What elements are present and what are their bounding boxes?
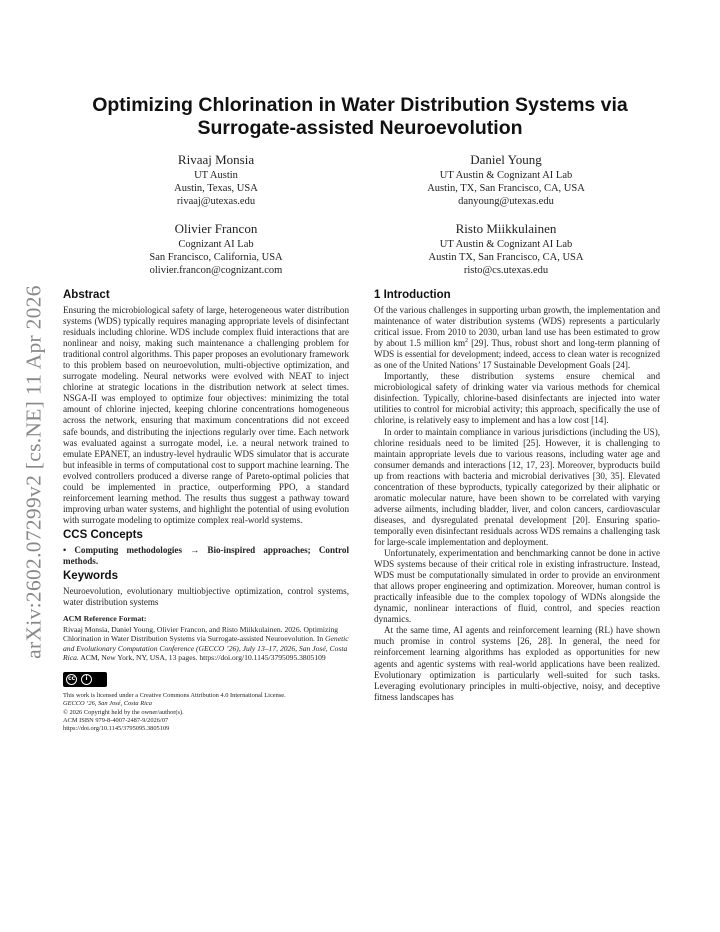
author-name: Daniel Young [470, 152, 542, 167]
author-email: olivier.francon@cognizant.com [149, 265, 283, 276]
keywords-heading: Keywords [63, 570, 118, 583]
author-address: Austin, Texas, USA [174, 183, 258, 194]
intro-paragraph-1 [374, 305, 660, 371]
author-name: Risto Miikkulainen [455, 221, 557, 236]
right-column [374, 288, 660, 703]
author-affiliation: UT Austin & Cognizant AI Lab [439, 170, 573, 181]
cc-icon: cc [66, 674, 77, 685]
intro-paragraph-2: Importantly, these distribution systems ensure chemical and microbiological safety of drinking water via various methods for chemical disinfection. Typically, chlorine-based disinfectants are injected into water utilities to control for microbial activity; this approach, specifically the use of chlorine, is relatively easy to implement and has a low cost [14]. [374, 371, 660, 426]
acm-reference-heading: ACM Reference Format: [63, 614, 147, 624]
intro-p1-text: Of the various challenges in supporting urban growth, the implementation and maintenance of water distribution systems (WDS) represents a particularly critical issue. From 2010 to 2030, urban land use has been estimated to grow by about 1.5 million km [374, 305, 660, 349]
keywords-text: Neuroevolution, evolutionary multiobjective optimization, control systems, water distribution systems [63, 586, 349, 608]
abstract-text: Ensuring the microbiological safety of large, heterogeneous water distribution systems (WDS) typically requires managing appropriate levels of disinfectant residuals including chlorine. WDS include complex fluid interactions that are nonlinear and noisy, making such maintenance a challenging problem for traditional control algorithms. This paper proposes an evolutionary framework to this problem based on neuroevolution, multi-objective optimization, and surrogate modeling. Neural networks were evolved with NEAT to inject chlorine at strategic locations in the distribution network at select times. NSGA-II was employed to optimize four objectives: minimizing the total amount of chlorine injected, keeping chlorine concentrations homogeneous across the network, ensuring that maximum concentrations did not exceed safe bounds, and distributing the injections regularly over time. Each network was evaluated against a surrogate model, i.e. a neural network trained to emulate EPANET, an industry-level hydraulic WDS simulator that is accurate but infeasible in terms of computational cost to support machine learning. The evolved controllers produced a diverse range of Pareto-optimal policies that could be implemented in practice, outperforming PPO, a standard reinforcement learning method. The results thus suggest a pathway toward improving urban water systems, and highlight the potential of using evolution with surrogate modeling to optimize complex real-world systems. [63, 305, 349, 525]
arxiv-identifier [14, 262, 54, 682]
author-address: Austin, TX, San Francisco, CA, USA [427, 183, 585, 194]
author-name: Rivaaj Monsia [177, 152, 255, 167]
author-affiliation: UT Austin & Cognizant AI Lab [439, 239, 573, 250]
intro-p1-text-end: [29]. Thus, robust short and long-term planning of WDS is essential for development; indeed, access to clean water is recognized as one of the United Nations’ 17 Sustainable Development Goals [24]. [374, 338, 660, 371]
abstract-heading: Abstract [63, 289, 110, 301]
by-icon: i [81, 674, 92, 685]
introduction-heading: 1 Introduction [374, 289, 451, 301]
author-block [366, 152, 646, 208]
author-email: rivaaj@utexas.edu [176, 196, 256, 207]
left-column [63, 288, 349, 733]
license-line: This work is licensed under a Creative Commons Attribution 4.0 International License. [63, 692, 286, 700]
author-affiliation: UT Austin [194, 170, 238, 181]
author-email: danyoung@utexas.edu [458, 196, 554, 207]
author-block [366, 221, 646, 277]
license-venue: GECCO ’26, San José, Costa Rica [63, 700, 152, 708]
license-doi: https://doi.org/10.1145/3795095.3805109 [63, 724, 170, 732]
arxiv-id-text: arXiv:2602.07299v2 [cs.NE] 11 Apr 2026 [21, 285, 46, 659]
intro-paragraph-4: Unfortunately, experimentation and benchmarking cannot be done in active WDS systems because of their critical role in existing infrastructure. Instead, WDS must be computationally simulated in order to provide an environment that allows proper engineering and optimization. Moreover, human control is practically infeasible due to the complex topology of WDNs alongside the dynamic, nonlinear interactions of fluid, control, and species reaction dynamics. [374, 548, 660, 625]
superscript: 2 [465, 338, 469, 345]
author-block [76, 221, 356, 277]
ccs-heading: CCS Concepts [63, 528, 143, 541]
intro-paragraph-3: In order to maintain compliance in various jurisdictions (including the US), chlorine residuals need to be limited [25]. However, it is challenging to maintain appropriate levels due to various reasons, including water age and consumer demands and interactions [12, 17, 23]. Moreover, byproducts build up from reactions with bacteria and microbial derivatives [30, 35]. Elevated concentration of these byproducts, typically categorized by their aliphatic or aromatic molecular nature, have been shown to be correlated with varying adverse ailments, including bladder, liver, and colon cancers, cardiovascular diseases, and dysregulated prenatal development [20]. Ensuring spatio-temporally even disinfectant residuals across WDS remains a challenging task for large-scale implementation and deployment. [374, 426, 660, 547]
license-isbn: ACM ISBN 979-8-4007-2487-9/2026/07 [63, 716, 169, 724]
paper-title: Optimizing Chlorination in Water Distribution Systems via Surrogate-assisted Neuroevolution [92, 94, 628, 139]
author-affiliation: Cognizant AI Lab [178, 239, 254, 250]
author-address: San Francisco, California, USA [149, 252, 283, 263]
license-block [63, 692, 349, 732]
author-block [76, 152, 356, 208]
author-name: Olivier Francon [174, 221, 258, 236]
acm-reference-text [63, 625, 349, 662]
acm-reference-authors: Rivaaj Monsia, Daniel Young, Olivier Francon, and Risto Miikkulainen. 2026. Optimizing Chlorination in Water Distribution Systems via Surrogate-assisted Neuroevolution. In [63, 625, 339, 644]
acm-reference-venue: Genetic and Evolutionary Computation Conference (GECCO ’26), July 13–17, 2026, San José, Costa Rica. [63, 634, 349, 663]
license-copyright: © 2026 Copyright held by the owner/author(s). [63, 708, 184, 716]
cc-by-badge [63, 672, 107, 687]
acm-reference-doi: ACM, New York, NY, USA, 13 pages. https://doi.org/10.1145/3795095.3805109 [78, 653, 326, 663]
ccs-text: • Computing methodologies → Bio-inspired approaches; Control methods. [63, 544, 349, 566]
author-address: Austin TX, San Francisco, CA, USA [428, 252, 584, 263]
intro-paragraph-5: At the same time, AI agents and reinforcement learning (RL) have shown much promise in control systems [26, 28]. In general, the need for reinforcement learning algorithms has exploded as opportunities for new agents and agentic systems with real-world applications have been realized. Evolutionary optimization is particularly well-suited for such tasks. Leveraging evolutionary principles in multi-objective, noisy, and deceptive fitness landscapes has [374, 625, 660, 702]
author-email: risto@cs.utexas.edu [463, 265, 549, 276]
